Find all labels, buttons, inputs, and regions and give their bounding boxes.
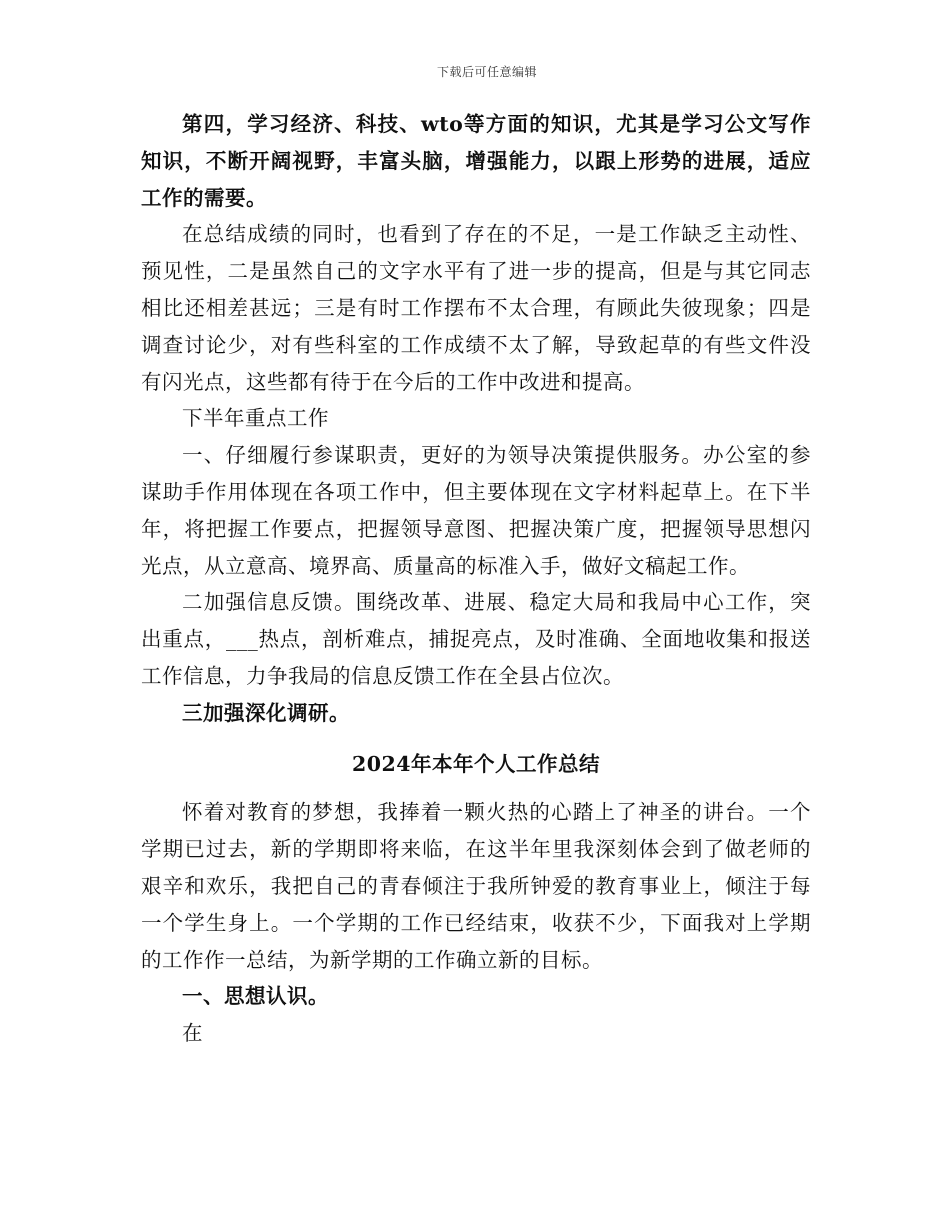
paragraph-task-two: 二加强信息反馈。围绕改革、进展、稳定大局和我局中心工作，突出重点，___热点，剖析难点，捕捉亮点，及时准确、全面地收集和报送工作信息，力争我局的信息反馈工作在全县占位次。 bbox=[141, 590, 811, 688]
paragraph-fragment: 在 bbox=[182, 1021, 203, 1046]
paragraph-thought-heading: 一、思想认识。 bbox=[182, 984, 329, 1009]
paragraph-task-three: 三加强深化调研。 bbox=[182, 700, 350, 725]
header-note: 下载后可任意编辑 bbox=[436, 65, 537, 79]
paragraph-point-four: 第四，学习经济、科技、wto等方面的知识，尤其是学习公文写作知识，不断开阔视野，丰富头脑，增强能力，以跟上形势的进展，适应工作的需要。 bbox=[141, 112, 811, 210]
paragraph-next-half-heading: 下半年重点工作 bbox=[182, 406, 329, 431]
paragraph-task-one: 一、仔细履行参谋职责，更好的为领导决策提供服务。办公室的参谋助手作用体现在各项工作中，但主要体现在文字材料起草上。在下半年，将把握工作要点，把握领导意图、把握决策广度，把握领导思想闪光点，从立意高、境界高、质量高的标准入手，做好文稿起工作。 bbox=[141, 443, 811, 578]
paragraph-intro: 怀着对教育的梦想，我捧着一颗火热的心踏上了神圣的讲台。一个学期已过去，新的学期即将来临，在这半年里我深刻体会到了做老师的艰辛和欢乐，我把自己的青春倾注于我所钟爱的教育事业上，倾注于每一个学生身上。一个学期的工作已经结束，收获不少，下面我对上学期的工作作一总结，为新学期的工作确立新的目标。 bbox=[141, 800, 811, 972]
section-title: 2024年本年个人工作总结 bbox=[351, 751, 601, 776]
paragraph-shortcomings: 在总结成绩的同时，也看到了存在的不足，一是工作缺乏主动性、预见性，二是虽然自己的文字水平有了进一步的提高，但是与其它同志相比还相差甚远；三是有时工作摆布不太合理，有顾此失彼现象；四是调查讨论少，对有些科室的工作成绩不太了解，导致起草的有些文件没有闪光点，这些都有待于在今后的工作中改进和提高。 bbox=[141, 222, 811, 394]
document-body bbox=[141, 106, 811, 1052]
